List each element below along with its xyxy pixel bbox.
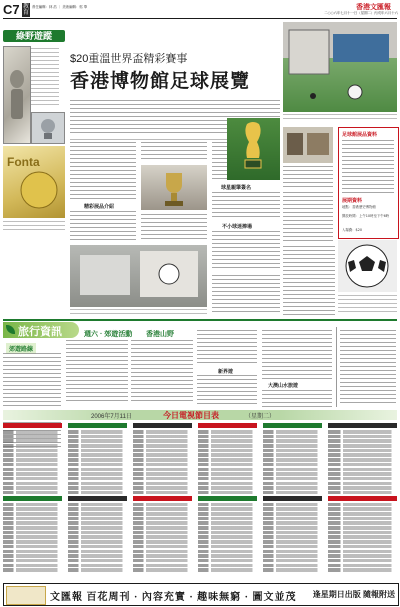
tv-listing-row	[198, 477, 257, 481]
tv-listing-row	[3, 559, 62, 563]
tv-listing-row	[133, 449, 192, 453]
tv-listing-row	[263, 482, 322, 486]
tv-channel-header	[68, 496, 127, 501]
tv-listing-row	[3, 486, 62, 490]
feature-col-1b	[70, 211, 136, 241]
tv-listing-row	[328, 491, 397, 495]
tv-listing-row	[328, 435, 397, 439]
tv-listing-row	[198, 507, 257, 511]
tv-listing-row	[263, 435, 322, 439]
tv-listing-row	[328, 550, 397, 554]
tv-date: 2006年7月11日	[91, 414, 132, 420]
tv-listing-row	[133, 458, 192, 462]
tv-listing-row	[263, 554, 322, 558]
tv-listing-row	[198, 559, 257, 563]
tv-listing-row	[328, 521, 397, 525]
travel-col-1	[3, 353, 61, 409]
tv-listing-row	[263, 540, 322, 544]
tv-listing-row	[198, 550, 257, 554]
photo-exhibit-hall	[283, 22, 397, 112]
tv-listing-row	[3, 531, 62, 535]
tv-listing-row	[328, 439, 397, 443]
editor-line: 責任編輯：林 浩 ｜ 美術編輯：郭 華	[32, 5, 88, 9]
tv-listing-row	[133, 482, 192, 486]
tv-listing-row	[68, 482, 127, 486]
tv-listing-row	[3, 568, 62, 572]
tv-listing-row	[3, 564, 62, 568]
tv-listing-row	[263, 507, 322, 511]
sidebar-text-4	[338, 295, 397, 315]
tv-listing-row	[3, 458, 62, 462]
tv-listing-row	[68, 503, 127, 507]
tv-listing-row	[3, 449, 62, 453]
feature-col-2	[141, 142, 207, 162]
tv-listing-row	[198, 545, 257, 549]
tv-listing-row	[68, 512, 127, 516]
tv-listing-row	[68, 458, 127, 462]
football-icon	[338, 240, 397, 292]
tv-listing-row	[328, 507, 397, 511]
date-line: 二○○六年七月十一日（星期二）丙戌年六月十六	[324, 11, 398, 15]
tv-listing-row	[133, 435, 192, 439]
tv-listing-row	[68, 517, 127, 521]
travel-col-6	[340, 330, 396, 406]
tv-listing-row	[68, 449, 127, 453]
feature-col-3b	[212, 192, 280, 220]
tv-listing-row	[68, 521, 127, 525]
tv-listing-row	[198, 453, 257, 457]
tv-listing-row	[328, 472, 397, 476]
tv-channel-header	[68, 423, 127, 428]
tv-listing-row	[133, 453, 192, 457]
bottom-ad-text: 文匯報 百花周刊 · 內容充實 · 趣味無窮 · 圖文並茂	[50, 592, 297, 603]
photo-stone-relief	[3, 46, 31, 144]
tv-listing-row	[133, 521, 192, 525]
sidebar-text-2	[283, 192, 333, 242]
tv-listing-row	[68, 444, 127, 448]
ball-display-caption	[70, 309, 207, 315]
bottom-ad-right: 逢星期日出版 隨報附送	[312, 590, 395, 599]
section-side-label: 教育	[23, 3, 30, 16]
tv-listing-row	[68, 568, 127, 572]
tv-listing-row	[133, 430, 192, 434]
tv-column-5	[263, 423, 322, 580]
tv-channel-header	[328, 423, 397, 428]
tv-listing-row	[68, 535, 127, 539]
tv-listing-row	[68, 531, 127, 535]
travel-sub-right2: 大澳山水旅遊	[268, 383, 299, 389]
tv-listing-row	[263, 468, 322, 472]
tv-column-1	[3, 423, 62, 580]
tv-listing-row	[133, 540, 192, 544]
tv-listing-row	[263, 531, 322, 535]
tv-listing-row	[328, 482, 397, 486]
tv-listing-row	[263, 568, 322, 572]
feature-col-3c	[212, 231, 280, 271]
tv-listing-row	[328, 486, 397, 490]
tv-listing-row	[198, 482, 257, 486]
tv-listing-row	[3, 468, 62, 472]
tv-listing-row	[68, 526, 127, 530]
tv-column-6	[328, 423, 397, 580]
tv-listing-row	[133, 463, 192, 467]
tv-listing-row	[328, 559, 397, 563]
tv-listing-row	[263, 491, 322, 495]
tv-listing-row	[328, 458, 397, 462]
tv-listing-row	[133, 468, 192, 472]
box-heading-mid: 球星親筆簽名	[221, 185, 252, 191]
fonta-caption	[3, 221, 65, 231]
sidebar-fee: 入場費：$20	[342, 228, 363, 232]
tv-listing-row	[198, 486, 257, 490]
tv-listing-row	[133, 503, 192, 507]
tv-listing-row	[68, 545, 127, 549]
tv-listing-row	[198, 449, 257, 453]
tv-listing-row	[3, 503, 62, 507]
tv-listing-row	[133, 517, 192, 521]
tv-listing-row	[263, 458, 322, 462]
tv-listing-row	[198, 517, 257, 521]
tv-listing-row	[198, 540, 257, 544]
tv-listing-row	[328, 545, 397, 549]
tv-channel-header	[263, 423, 322, 428]
tv-listing-row	[263, 535, 322, 539]
travel-sub-left: 郊遊路線	[6, 343, 36, 354]
tv-channel-header	[328, 496, 397, 501]
travel-banner-text: 旅行資訊	[18, 326, 62, 338]
travel-col-4b	[197, 375, 257, 405]
tv-column-2	[68, 423, 127, 580]
trophy-icon	[141, 165, 207, 210]
tv-listing-row	[328, 463, 397, 467]
sidebar-photo-caption	[283, 166, 333, 188]
tv-column-4	[198, 423, 257, 580]
box-heading-left: 精彩展品介紹	[84, 204, 115, 210]
tv-listing-row	[263, 449, 322, 453]
tv-listing-row	[198, 472, 257, 476]
tv-listing-row	[68, 468, 127, 472]
tv-listing-row	[68, 564, 127, 568]
photo-trophy	[141, 165, 207, 210]
tv-listing-row	[198, 531, 257, 535]
sidebar-head-2: 展期資料	[342, 198, 363, 204]
tv-listing-row	[3, 444, 62, 448]
tv-listing-row	[3, 482, 62, 486]
tv-listing-row	[68, 453, 127, 457]
travel-box-heading: 新界遊	[218, 369, 234, 375]
travel-col-3	[131, 340, 193, 404]
tv-listing-row	[263, 526, 322, 530]
tv-listing-row	[328, 564, 397, 568]
tv-listing-row	[3, 526, 62, 530]
tv-listing-row	[3, 512, 62, 516]
tv-listing-row	[133, 568, 192, 572]
gallery-icon	[283, 127, 333, 163]
tv-listing-row	[328, 568, 397, 572]
tv-listing-row	[263, 444, 322, 448]
sidebar-text-3	[283, 246, 335, 316]
tv-listing-row	[328, 531, 397, 535]
feature-col-2b	[141, 214, 207, 240]
photo-world-cup-trophy	[227, 118, 280, 180]
column-logo-text: 綠野遊蹤	[15, 31, 52, 41]
tv-listing-row	[68, 559, 127, 563]
tv-listing-row	[68, 550, 127, 554]
tv-channel-header	[133, 423, 192, 428]
photo-football	[338, 240, 397, 292]
tv-listing-row	[328, 503, 397, 507]
tv-listing-row	[3, 535, 62, 539]
tv-listing-row	[3, 491, 62, 495]
left-caption	[31, 48, 59, 108]
tv-listing-row	[263, 439, 322, 443]
photo-fonta-ball	[3, 146, 65, 218]
tv-listing-row	[263, 463, 322, 467]
tv-listing-row	[263, 559, 322, 563]
tv-column-3	[133, 423, 192, 580]
tv-listing-row	[328, 535, 397, 539]
tv-listing-row	[198, 463, 257, 467]
tv-channel-header	[133, 496, 192, 501]
tv-listing-row	[133, 559, 192, 563]
box-heading-mid2: 不小球迷捧場	[222, 224, 253, 230]
tv-listing-row	[3, 554, 62, 558]
tv-listing-row	[198, 554, 257, 558]
column-logo	[3, 30, 65, 42]
ball-display-icon	[70, 245, 207, 307]
bottom-ad	[3, 583, 399, 606]
tv-listing-row	[133, 507, 192, 511]
tv-listing-row	[328, 517, 397, 521]
tv-listing-row	[198, 564, 257, 568]
tv-listing-row	[133, 554, 192, 558]
sidebar-text-1	[342, 140, 394, 194]
page-number: C7	[3, 2, 20, 17]
travel-top-rule	[3, 319, 397, 321]
tv-listing-row	[133, 439, 192, 443]
tv-title-suffix: （星期二）	[245, 414, 276, 420]
tv-listing-row	[328, 444, 397, 448]
golden-ball-icon	[3, 146, 65, 218]
leaf-icon	[6, 325, 15, 334]
travel-col-5b	[262, 390, 332, 408]
tv-listing-row	[198, 535, 257, 539]
travel-sub-mid: 週六 · 郊遊活動	[84, 331, 133, 338]
tv-listing-row	[328, 453, 397, 457]
svg-text:Fonta: Fonta	[7, 155, 40, 169]
bottom-ad-logo	[6, 586, 46, 605]
tv-listing-row	[3, 517, 62, 521]
relief-figure-icon	[4, 47, 30, 143]
paper-masthead: 香港文匯報	[356, 3, 391, 11]
tv-listing-row	[3, 477, 62, 481]
travel-sub-mid2: 香港山野	[146, 331, 174, 338]
tv-listing-row	[133, 486, 192, 490]
tv-listing-row	[68, 554, 127, 558]
tv-listing-row	[68, 430, 127, 434]
tv-listing-row	[68, 439, 127, 443]
tv-listing-row	[133, 477, 192, 481]
tv-listing-row	[263, 430, 322, 434]
hero-caption	[283, 114, 397, 122]
tv-channel-header	[3, 423, 62, 428]
tv-listing-row	[263, 472, 322, 476]
tv-listing-row	[133, 535, 192, 539]
tv-listing-row	[198, 568, 257, 572]
tv-listing-row	[3, 430, 62, 434]
tv-listing-row	[133, 472, 192, 476]
tv-listing-row	[198, 468, 257, 472]
tv-listing-row	[263, 512, 322, 516]
tv-listing-row	[198, 430, 257, 434]
tv-channel-header	[198, 423, 257, 428]
tv-listing-row	[328, 526, 397, 530]
tv-listing-row	[328, 540, 397, 544]
photo-gallery	[283, 127, 333, 163]
tv-listing-row	[328, 554, 397, 558]
tv-listing-row	[68, 486, 127, 490]
travel-banner	[3, 322, 79, 338]
tv-listing-row	[263, 545, 322, 549]
tv-listing-row	[3, 453, 62, 457]
tv-listing-row	[3, 463, 62, 467]
tv-listing-row	[263, 564, 322, 568]
photo-small-item	[31, 112, 65, 144]
tv-listing-row	[68, 491, 127, 495]
tv-listing-row	[133, 550, 192, 554]
tv-listing-row	[3, 472, 62, 476]
tv-listing-row	[263, 503, 322, 507]
tv-listing-row	[133, 564, 192, 568]
tv-listing-row	[328, 449, 397, 453]
travel-col-5	[262, 330, 332, 380]
travel-col-2	[66, 340, 128, 404]
tv-listing-row	[3, 507, 62, 511]
sidebar-head-1: 足球館展品資料	[342, 132, 378, 138]
tv-listing-row	[3, 550, 62, 554]
tv-listing-row	[263, 550, 322, 554]
tv-listing-row	[3, 521, 62, 525]
tv-listing-row	[68, 477, 127, 481]
header-rule	[3, 18, 397, 19]
feature-col-1	[70, 142, 136, 200]
tv-listing-row	[263, 517, 322, 521]
trophy-small-icon	[32, 113, 64, 143]
travel-col-4	[197, 330, 257, 366]
sidebar-hours: 開放時間：上午10時至下午6時	[342, 214, 390, 218]
tv-listing-row	[133, 512, 192, 516]
tv-listing-row	[198, 458, 257, 462]
tv-listing-row	[328, 430, 397, 434]
tv-listing-row	[68, 540, 127, 544]
tv-listing-row	[133, 531, 192, 535]
tv-title: 今日電視節目表	[163, 411, 219, 420]
tv-listing-row	[68, 463, 127, 467]
tv-listing-row	[263, 486, 322, 490]
tv-listing-row	[198, 439, 257, 443]
feature-title: 香港博物館足球展覽	[70, 71, 251, 92]
tv-listing-row	[68, 435, 127, 439]
tv-listing-row	[133, 491, 192, 495]
tv-listing-row	[198, 435, 257, 439]
tv-listing-row	[263, 453, 322, 457]
goal-exhibit-icon	[283, 22, 397, 112]
tv-listing-row	[198, 521, 257, 525]
tv-title-bar	[3, 410, 397, 420]
tv-listing-row	[3, 439, 62, 443]
tv-listing-row	[133, 545, 192, 549]
tv-listing-row	[263, 477, 322, 481]
tv-listing-row	[198, 491, 257, 495]
tv-listing-row	[3, 540, 62, 544]
tv-listing-row	[198, 444, 257, 448]
tv-listing-row	[3, 545, 62, 549]
tv-listing-row	[328, 468, 397, 472]
tv-listing-row	[133, 444, 192, 448]
tv-listing-row	[68, 472, 127, 476]
sidebar-venue: 地點：香港歷史博物館	[342, 205, 376, 209]
feature-col-4	[212, 275, 280, 315]
tv-channel-header	[198, 496, 257, 501]
tv-listing-row	[133, 526, 192, 530]
tv-channel-header	[3, 496, 62, 501]
tv-channel-header	[263, 496, 322, 501]
tv-listing-row	[328, 477, 397, 481]
tv-listing-row	[68, 507, 127, 511]
world-cup-icon	[227, 118, 280, 180]
photo-ball-display	[70, 245, 207, 307]
tv-listing-row	[328, 512, 397, 516]
tv-listing-row	[198, 526, 257, 530]
feature-subtitle: $20重溫世界盃精彩賽事	[70, 53, 188, 65]
tv-listing-row	[198, 512, 257, 516]
tv-listing-row	[263, 521, 322, 525]
tv-listing-row	[198, 503, 257, 507]
tv-listing-row	[3, 435, 62, 439]
